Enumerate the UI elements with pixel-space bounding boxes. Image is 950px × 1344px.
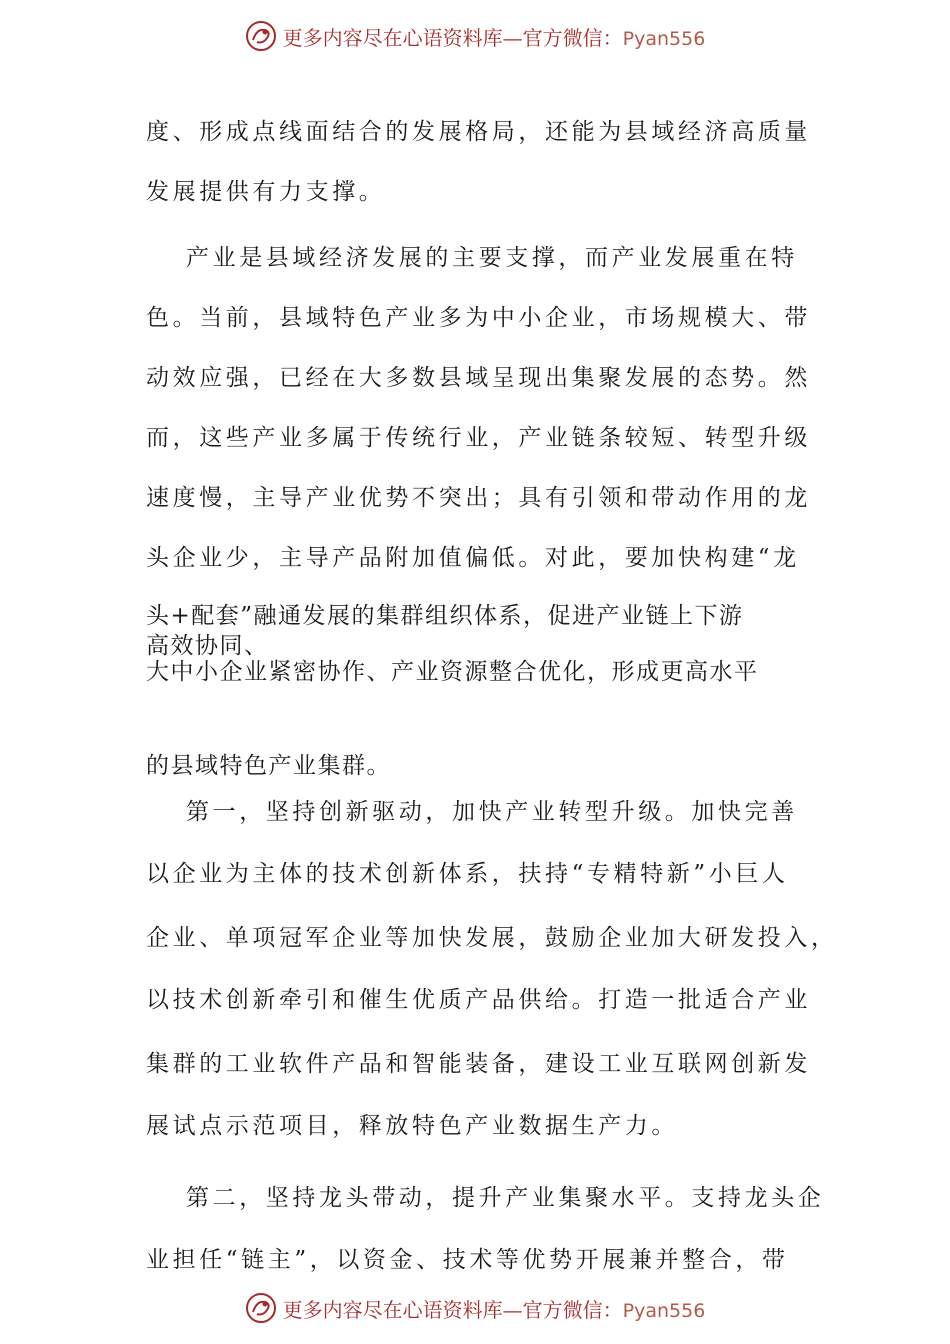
body-line: 动效应强，已经在大多数县域呈现出集聚发展的态势。然 xyxy=(146,365,811,391)
header-banner xyxy=(0,14,950,58)
footer-brand: 更多内容尽在心语资料库 xyxy=(282,1297,503,1322)
body-line: 高效协同、 xyxy=(146,633,269,659)
footer-banner xyxy=(0,1286,950,1330)
footer-dash: — xyxy=(502,1297,523,1322)
body-line: 大中小企业紧密协作、产业资源整合优化，形成更高水平 xyxy=(146,659,759,685)
body-line: 以技术创新牵引和催生优质产品供给。打造一批适合产业 xyxy=(146,987,811,1013)
footer-wechat-label: 官方微信： xyxy=(522,1297,623,1322)
body-line: 企业、单项冠军企业等加快发展，鼓励企业加大研发投入， xyxy=(146,925,838,951)
body-line: 的县域特色产业集群。 xyxy=(146,753,391,779)
body-line: 而，这些产业多属于传统行业，产业链条较短、转型升级 xyxy=(146,425,811,451)
logo-icon xyxy=(245,1292,277,1324)
body-line: 业担任“链主”，以资金、技术等优势开展兼并整合，带 xyxy=(146,1247,789,1273)
body-line: 色。当前，县域特色产业多为中小企业，市场规模大、带 xyxy=(146,305,811,331)
body-line: 头企业少，主导产品附加值偏低。对此，要加快构建“龙 xyxy=(146,545,800,571)
footer-wechat-id: Pyan556 xyxy=(622,1299,706,1322)
body-line: 以企业为主体的技术创新体系，扶持“专精特新”小巨人 xyxy=(146,861,789,887)
header-dash: — xyxy=(502,25,523,50)
body-line: 速度慢，主导产业优势不突出；具有引领和带动作用的龙 xyxy=(146,485,811,511)
footer-text xyxy=(283,1294,706,1323)
body-line: 发展提供有力支撑。 xyxy=(146,179,386,205)
header-brand: 更多内容尽在心语资料库 xyxy=(282,25,503,50)
body-line: 度、形成点线面结合的发展格局，还能为县域经济高质量 xyxy=(146,119,811,145)
body-line: 集群的工业软件产品和智能装备，建设工业互联网创新发 xyxy=(146,1051,811,1077)
body-line: 展试点示范项目，释放特色产业数据生产力。 xyxy=(146,1113,678,1139)
body-line: 第二，坚持龙头带动，提升产业集聚水平。支持龙头企 xyxy=(186,1185,825,1211)
header-wechat-id: Pyan556 xyxy=(622,27,706,50)
logo-icon xyxy=(245,20,277,52)
body-line: 产业是县域经济发展的主要支撑，而产业发展重在特 xyxy=(186,245,798,271)
body-line: 头+配套”融通发展的集群组织体系，促进产业链上下游 xyxy=(146,603,744,629)
body-line: 第一，坚持创新驱动，加快产业转型升级。加快完善 xyxy=(186,799,798,825)
header-text xyxy=(283,22,706,51)
header-wechat-label: 官方微信： xyxy=(522,25,623,50)
